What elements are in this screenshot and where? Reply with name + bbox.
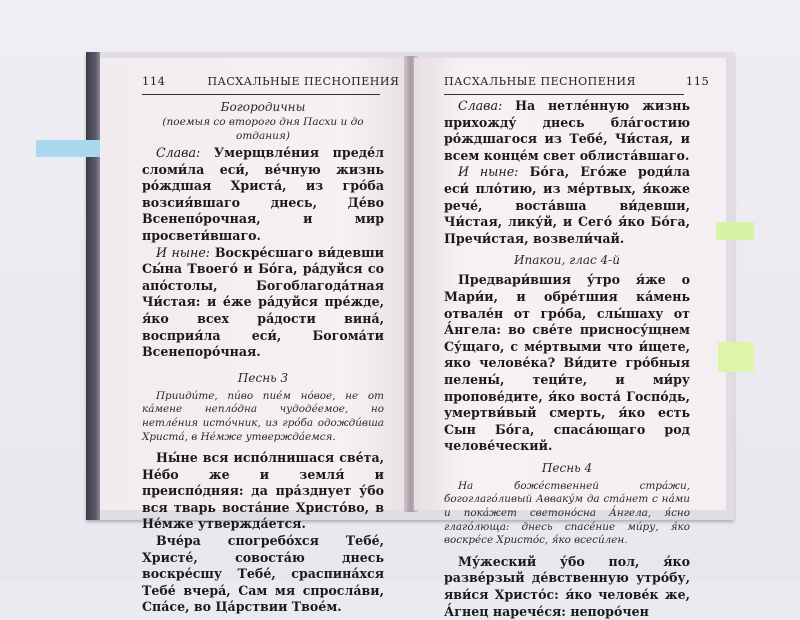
paragraph-text: Воскре́сшаго ви́девши Сы́на Твоего́ и Бо́га, ра́дуйся со апо́столы, Богоблагода́тная Чи́стая: и е́же ра́дуйся пре́жде, я́ко всех ра́дости вина́, восприя́ла еси́, Богома́ти Всенепоро́чная. (142, 244, 384, 360)
paragraph-text: Ны́не вся испо́лнишася све́та, Не́бо же и земля́ и преиспо́дняя: да пра́зднует у́бо вся тварь воста́ние Христо́во, в Не́мже утвержда́ется. (142, 450, 384, 532)
bookmark-tab-green-lower (718, 342, 754, 372)
paragraph (444, 272, 690, 455)
paragraph-text: Му́жеский у́бо пол, я́ко развéрзый де́вственную утро́бу, яви́ся Христо́с: я́ко челове́к же, А́гнец нарече́ся: непоро́чен (444, 553, 690, 619)
paragraph-text: Вче́ра спогребо́хся Тебе́, Христе́, совоста́ю днесь воскре́сшу Тебе́, сраспина́хся Тебе́ вчера́, Сам мя спросла́ви, Спа́се, во Ца́рствии Твое́м. (142, 533, 384, 615)
header-rule (142, 94, 380, 95)
page-number: 115 (685, 74, 710, 88)
paragraph (444, 98, 690, 164)
left-page-body (142, 98, 384, 616)
header-rule (444, 94, 684, 95)
paragraph-text: На нетле́нную жизнь прихожду́ днесь бла́гостию ро́ждшагося из Тебе́, Чи́стая, и всем конце́м свет облиста́вшаго. (444, 98, 690, 163)
paragraph (142, 145, 384, 245)
paragraph-label: Слава: (156, 145, 201, 160)
right-page-body (444, 98, 690, 620)
right-page (414, 58, 726, 619)
hypakoe-title: Ипакои, глас 4-й (514, 253, 620, 268)
left-page-header (142, 74, 400, 92)
bookmark-tab-blue (36, 140, 108, 157)
paragraph-label: Слава: (458, 98, 503, 113)
book-cover-edge (86, 52, 100, 520)
page-number: 114 (142, 74, 166, 88)
paragraph (444, 554, 690, 620)
paragraph-label: И ныне: (458, 164, 519, 180)
right-page-header (444, 74, 710, 92)
irmos-text: Прииди́те, пи́во пие́м но́вое, не от ка́мене непло́дна чудоде́емое, но нетле́ния исто́чник, из гро́ба одожди́вша Христа́, в Не́мже утвержда́емся. (142, 389, 384, 443)
paragraph (142, 533, 384, 616)
left-page (100, 58, 408, 615)
section-title: Богородичны (220, 100, 306, 114)
running-title: ПАСХАЛЬНЫЕ ПЕСНОПЕНИЯ (207, 75, 400, 88)
paragraph-text: Предвари́вшия у́тро я́же о Мари́и, и обре́тшия ка́мень отвале́н от гро́ба, слы́шаху от А́нгела: во све́те присносу́щнем Су́щаго, с ме́ртвыми что и́щете, яко челове́ка? Ви́дите гро́бныя пелены́, теци́те, и ми́ру пропове́дите, я́ко воста́ Госпо́дь, умертви́вый смерть, я́ко есть Сын Бо́га, спаса́ющаго род челове́ческий. (444, 272, 690, 454)
paragraph (444, 164, 690, 247)
running-title: ПАСХАЛЬНЫЕ ПЕСНОПЕНИЯ (444, 75, 636, 88)
paragraph (142, 245, 384, 361)
paragraph-text: Умерщвле́ния преде́л сломи́ла еси́, ве́чную жизнь ро́ждшая Христа́, из гро́ба возсия́вшаго днесь, Де́во Всенепо́рочная, и мир просвети́вшаго. (142, 145, 384, 243)
paragraph-text: Бо́га, Его́же роди́ла еси́ пло́тию, из ме́ртвых, я́коже рече́, воста́вша ви́девши, Чи́стая, лику́й, и Сего́ я́ко Бо́га, Пречи́стая, возвели́чай. (444, 164, 691, 246)
song-title: Песнь 3 (237, 370, 289, 385)
irmos-text: На боже́ственней стра́жи, богоглаго́ливый Авваку́м да ста́нет с на́ми и пока́жет светоно́сна А́нгела, я́сно глаго́люща: днесь спасе́ние ми́ру, я́ко воскре́се Христо́с, я́ко всеси́лен. (444, 479, 690, 547)
song-title: Песнь 4 (541, 460, 593, 475)
bookmark-tab-green-upper (716, 222, 754, 240)
paragraph-label: И ныне: (156, 244, 211, 260)
paragraph (142, 450, 384, 533)
section-subtitle: (поемыя со второго дня Пасхи и до отдания) (162, 116, 364, 142)
